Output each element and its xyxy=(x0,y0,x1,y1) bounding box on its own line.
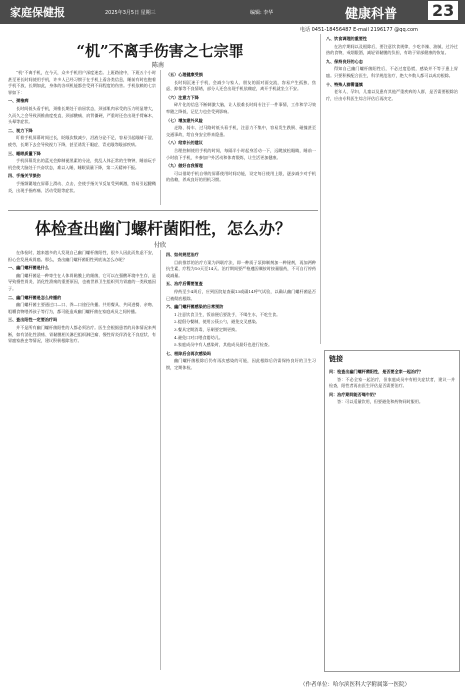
editor-info: 编辑: 李华 xyxy=(250,10,274,16)
a2-subhead: 四、如何规范治疗 xyxy=(166,252,199,257)
a1-subhead: （七）增加意外风险 xyxy=(166,117,203,123)
a2-subhead: 七、根除后会再次感染吗 xyxy=(166,350,212,356)
a2-subhead: 十、特殊人群需谨慎 xyxy=(326,81,363,87)
a2-subhead: 三、查出阳性一定要治疗吗 xyxy=(8,317,58,323)
a1-subhead: （六）注意力下降 xyxy=(166,94,199,100)
page-number: 23 xyxy=(428,1,458,20)
a1-subhead: 三、睡眠质量下降 xyxy=(8,150,41,156)
a2-subhead: 八、饮食调理的重要性 xyxy=(326,36,367,41)
a2-subhead: 一、幽门螺杆菌是什么 xyxy=(8,265,49,271)
a1-para: 手指频繁地在屏幕上滑动、点击，会使手指关节反复受到刺激，容易引起腱鞘炎，出现手指疼痛、活动受限等症状。 xyxy=(8,180,156,193)
a2-para: 老年人、孕妇、儿童以及患有其他严重疾病的人群，是否需要根除治疗，应由专科医生综合评估后再决定。 xyxy=(326,89,458,101)
a1-subhead: 一、颈椎病 xyxy=(8,98,29,104)
article1-right-column xyxy=(166,70,316,205)
article2-byline: 付欣 xyxy=(154,242,167,249)
divider xyxy=(160,70,161,205)
qa-answer: 答：不必全家一起治疗，但家庭成员中有相关症状者，建议一并检查，阳性者再由医生评估是否需要治疗。 xyxy=(329,376,455,389)
a2-subhead: 六、幽门螺杆菌感染的日常预防 xyxy=(166,304,224,310)
a1-subhead: （八）给家长的建议 xyxy=(166,140,203,146)
a2-para: 幽门螺杆菌主要通过口—口、粪—口途径传播。共用餐具、共同进餐、亲吻、咀嚼食物喂养孩子等行为，都可能造成幽门螺杆菌在家庭成员之间传播。 xyxy=(8,302,156,314)
a2-para: 1.注意饮食卫生，饭前便后要洗手，不喝生水，不吃生食。 xyxy=(174,311,281,317)
issue-info: 2025年3月5日 星期三 xyxy=(105,10,156,16)
a1-para: 走路、骑车、过马路时低头看手机，注意力不集中，容易发生跌倒、碰撞甚至交通事故，给自身安全带来隐患。 xyxy=(166,125,316,137)
article1-title: “机”不离手伤害之七宗罪 xyxy=(76,42,244,60)
article1-byline: 陈南 xyxy=(152,62,165,69)
divider xyxy=(320,34,321,344)
qa-box-text xyxy=(329,367,455,667)
section-name: 家庭保健报 xyxy=(10,6,65,19)
qa-answer: 答：可以适量饮用，但要避免和药物同时服用。 xyxy=(337,399,423,405)
a1-para: 长时间低头看手机，颈椎长期处于前屈状态，颈部肌肉承受的压力明显增大，久而久之会导致颈椎曲度变直、颈部酸痛、肩背僵硬，严重时还会出现手臂麻木、头晕等症状。 xyxy=(8,105,156,125)
article2-column-1 xyxy=(8,250,156,670)
a1-subhead: 二、视力下降 xyxy=(8,127,33,133)
a2-para: 幽门螺杆菌根除后仍有再次感染的可能，因此根除后仍需保持良好的卫生习惯，定期体检。 xyxy=(166,358,316,370)
a2-para: 2.提倡分餐制，使用公筷公勺，避免交叉感染。 xyxy=(174,319,260,325)
qa-box-title: 链接 xyxy=(329,355,343,363)
a1-para: “机”不离手机，在今天，众多手机用户深度迷恋。上班路途中，下班五个小时甚至更长时间使用手机，许多人已经习惯于在手机上看各类信息，睡前有时也抱着手机不放，长期如此，身体的各项机能都会受到不同程度的伤害。手机依赖的七宗罪如下： xyxy=(8,70,156,95)
a2-para: 5.家庭成员中有人感染时，其他成员最好也进行检查。 xyxy=(174,342,273,348)
a1-para: 长时间沉迷于手机，会减少与家人、朋友的面对面交流，容易产生孤独、焦虑、抑郁等不良情绪，部分人还会出现手机依赖症，离开手机就坐立不安。 xyxy=(166,79,316,92)
a1-subhead: （九）做好自我管理 xyxy=(166,163,203,169)
a1-subhead: 四、手指关节损伤 xyxy=(8,173,41,179)
a2-subhead: 二、幽门螺杆菌是怎么传播的 xyxy=(8,294,62,300)
qa-question: 问：检查出幽门螺杆菌阳性，是否要全家一起治疗？ xyxy=(329,369,424,374)
column-title: 健康科普 xyxy=(345,7,398,22)
author-affiliation: （作者单位：哈尔滨医科大学附属第一医院） xyxy=(300,682,411,688)
a2-subhead: 九、保持良好的心态 xyxy=(326,58,363,64)
a2-para: 幽门螺杆菌是一种寄生在人体胃黏膜上的细菌，它可以在强酸环境中生存，是导致慢性胃炎、消化性溃疡的重要原因，也被世界卫生组织列为胃癌的一类致癌因子。 xyxy=(8,272,156,291)
a1-para: 合理控制使用手机的时间，每隔半小时起身活动一下，远眺放松眼睛，睡前一小时放下手机，多参加户外活动和体育锻炼，让生活更加健康。 xyxy=(166,147,316,160)
a2-para: 3.餐具定期消毒，牙刷要定期更换。 xyxy=(174,326,240,332)
a2-para: 在治疗期间以及根除后，要注意饮食规律，少吃辛辣、油腻、过冷过热的食物，戒烟限酒，减轻胃黏膜的负担，有助于胃部健康的恢复。 xyxy=(326,43,458,56)
a2-para: 在体检时，越来越多的人发现自己幽门螺杆菌阳性，很多人因此而焦虑不安，担心会发展成胃癌。那么，查出幽门螺杆菌阳性到底该怎么办呢？ xyxy=(8,250,156,262)
article2-title: 体检查出幽门螺杆菌阳性，怎么办？ xyxy=(34,219,291,238)
article1-sidebar-column xyxy=(326,34,458,344)
a2-para: 停药至少4周后，应到医院复查碳13或碳14呼气试验，以确认幽门螺杆菌是否已被彻底根除。 xyxy=(166,288,316,301)
divider xyxy=(160,250,161,670)
a2-para: 4.避免口对口喂食婴幼儿。 xyxy=(174,334,223,340)
a1-para: 碎片化的信息不断刺激大脑，让人很难长时间专注于一件事情，工作和学习效率随之降低，记忆力也会受到影响。 xyxy=(166,102,316,114)
a2-subhead: 五、治疗后需要复查 xyxy=(166,281,203,287)
a1-para: 盯着手机屏幕时间过长，眨眼次数减少，泪液分泌不足，容易引起眼睛干涩、疲劳，长期下去会导致视力下降，甚至诱发干眼症、青光眼等眼部疾病。 xyxy=(8,135,156,147)
qa-question: 问：治疗期间能否喝牛奶？ xyxy=(329,391,379,397)
hotline: 电话 0451-18456487 E-mail 2196177 @qq.com xyxy=(300,27,418,33)
a2-para: 并不是所有幽门螺杆菌阳性的人都必须治疗。医生会根据患者的具体情况来判断，如有消化性溃疡、胃黏膜相关淋巴组织淋巴瘤、慢性胃炎伴消化不良症状、有胃癌家族史等情况，建议积极根除治疗。 xyxy=(8,324,156,344)
a1-para: 可以借助手机自带的屏幕使用时间功能，设定每日使用上限，逐步减少对手机的依赖，养成良好的用机习惯。 xyxy=(166,170,316,183)
article1-left-column xyxy=(8,70,156,205)
article2-column-2 xyxy=(166,250,316,670)
section-divider xyxy=(8,210,318,211)
a2-para: 得知自己幽门螺杆菌阳性后，不必过度恐慌，感染并不等于患上胃癌。只要积极配合医生，科学规范治疗，绝大多数人都可以成功根除。 xyxy=(326,66,458,78)
qa-box xyxy=(324,350,460,672)
a1-subhead: （五）心理健康受损 xyxy=(166,72,203,77)
a1-para: 手机屏幕发出的蓝光会抑制褪黑素的分泌，扰乱人体正常的生物钟，睡前玩手机会使大脑处于兴奋状态，难以入睡，睡眠质量下降，第二天精神不振。 xyxy=(8,158,156,170)
a2-para: 目前推荐的治疗方案为四联疗法，即一种质子泵抑制剂加一种铋剂，再加两种抗生素，疗程为10天至14天。治疗期间要严格遵医嘱按时按量服药，不可自行停药或减量。 xyxy=(166,259,316,278)
page-header xyxy=(0,0,465,24)
